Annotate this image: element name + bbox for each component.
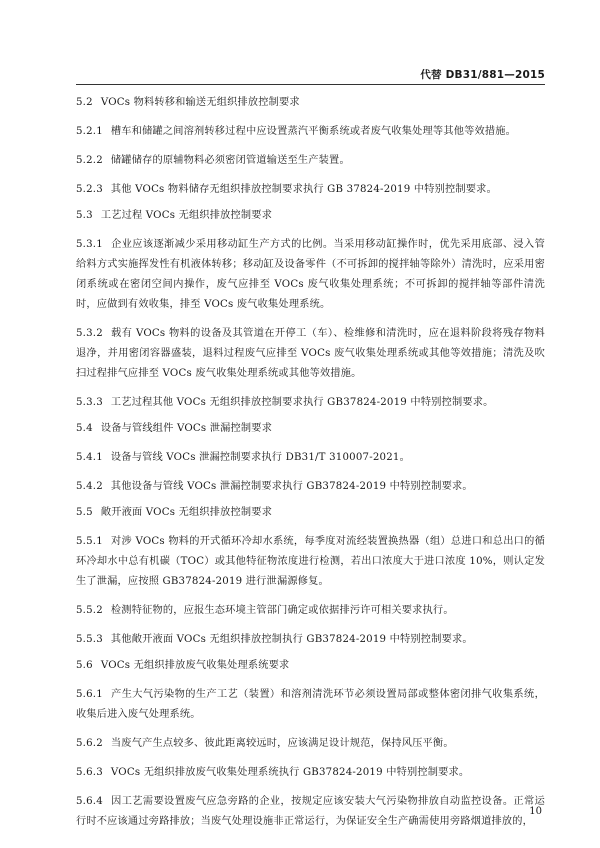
clause-number: 5.2.1 (76, 126, 103, 137)
clause-number: 5.2 (76, 97, 93, 108)
clause-number: 5.6.2 (76, 738, 103, 749)
document-body (76, 96, 545, 841)
clause-paragraph (76, 792, 545, 832)
clause-text: 因工艺需要设置废气应急旁路的企业，按规定应该安装大气污染物排放自动监控设备。正常运行时不应该通过旁路排放；当废气处理设施非正常运行，为保证安全生产确需使用旁路烟道排放的， (76, 796, 545, 827)
clause-text: 工艺过程 VOCs 无组织排放控制要求 (100, 210, 273, 221)
clause-text: 设备与管线组件 VOCs 泄漏控制要求 (100, 423, 273, 434)
clause-number: 5.3.2 (76, 328, 103, 339)
clause-paragraph (76, 630, 545, 650)
clause-paragraph (76, 122, 545, 142)
header-rule (76, 84, 545, 85)
section-heading (76, 209, 545, 223)
clause-paragraph (76, 601, 545, 621)
clause-paragraph (76, 685, 545, 725)
clause-text: VOCs 物料转移和输送无组织排放控制要求 (100, 97, 300, 108)
clause-text: 储罐储存的原辅物料必须密闭管道输送至生产装置。 (110, 155, 350, 166)
clause-text: 槽车和储罐之间溶剂转移过程中应设置蒸汽平衡系统或者废气收集处理等其他等效措施。 (110, 126, 517, 137)
clause-number: 5.3.3 (76, 397, 103, 408)
section-heading (76, 96, 545, 110)
clause-paragraph (76, 763, 545, 783)
clause-text: VOCs 无组织排放废气收集处理系统执行 GB37824-2019 中特别控制要求。 (110, 767, 470, 778)
clause-paragraph (76, 393, 545, 413)
clause-text: 敞开液面 VOCs 无组织排放控制要求 (100, 507, 273, 518)
clause-text: 载有 VOCs 物料的设备及其管道在开停工（车）、检维修和清洗时，应在退料阶段将残存物料退净，并用密闭容器盛装，退料过程废气应排至 VOCs 废气收集处理系统或其他等效措施；清洗及吹扫过程排气应排至 VOCs 废气收集处理系统或其他等效措施。 (76, 328, 545, 379)
clause-text: VOCs 无组织排放废气收集处理系统要求 (100, 660, 290, 671)
clause-text: 当废气产生点较多、彼此距离较远时，应该满足设计规范，保持风压平衡。 (110, 738, 454, 749)
clause-number: 5.3.1 (76, 239, 103, 250)
clause-paragraph (76, 180, 545, 200)
clause-text: 对涉 VOCs 物料的开式循环冷却水系统，每季度对流经装置换热器（组）总进口和总出口的循环冷却水中总有机碳（TOC）或其他特征物浓度进行检测，若出口浓度大于进口浓度 10%，则认定发生了泄漏，应按照 GB37824-2019 进行泄漏源修复。 (76, 536, 545, 587)
clause-text: 其他 VOCs 物料储存无组织排放控制要求执行 GB 37824-2019 中特别控制要求。 (110, 184, 497, 195)
clause-paragraph (76, 151, 545, 171)
clause-paragraph (76, 448, 545, 468)
clause-text: 检测特征物的，应报生态环境主管部门确定或依据排污许可相关要求执行。 (110, 605, 454, 616)
clause-number: 5.5.3 (76, 634, 103, 645)
clause-text: 产生大气污染物的生产工艺（装置）和溶剂清洗环节必须设置局部或整体密闭排气收集系统，收集后进入废气处理系统。 (76, 689, 545, 720)
section-heading (76, 422, 545, 436)
clause-number: 5.2.3 (76, 184, 103, 195)
clause-number: 5.4.2 (76, 481, 103, 492)
clause-number: 5.6 (76, 660, 93, 671)
document-code-header: 代替 DB31/881—2015 (420, 69, 545, 81)
clause-number: 5.5.1 (76, 536, 103, 547)
clause-number: 5.5 (76, 507, 93, 518)
clause-number: 5.6.1 (76, 689, 103, 700)
clause-paragraph (76, 235, 545, 315)
clause-number: 5.2.2 (76, 155, 103, 166)
clause-text: 其他设备与管线 VOCs 泄漏控制要求执行 GB37824-2019 中特别控制要求。 (110, 481, 473, 492)
section-heading (76, 659, 545, 673)
clause-paragraph (76, 324, 545, 384)
clause-number: 5.4.1 (76, 452, 103, 463)
clause-text: 设备与管线 VOCs 泄漏控制要求执行 DB31/T 310007-2021。 (110, 452, 410, 463)
clause-number: 5.5.2 (76, 605, 103, 616)
section-heading (76, 506, 545, 520)
clause-number: 5.3 (76, 210, 93, 221)
clause-paragraph (76, 734, 545, 754)
clause-text: 其他敞开液面 VOCs 无组织排放控制执行 GB37824-2019 中特别控制要求。 (110, 634, 473, 645)
clause-number: 5.6.3 (76, 767, 103, 778)
clause-text: 企业应该逐渐减少采用移动缸生产方式的比例。当采用移动缸操作时，优先采用底部、浸入管给料方式实施挥发性有机液体转移；移动缸及设备零件（不可拆卸的搅拌轴等除外）清洗时，应采用密闭系统或在密闭空间内操作，废气应排至 VOCs 废气收集处理系统；不可拆卸的搅拌轴等部件清洗时，应做到有效收集，排至 VOCs 废气收集处理系统。 (76, 239, 545, 310)
clause-paragraph (76, 532, 545, 592)
clause-text: 工艺过程其他 VOCs 无组织排放控制要求执行 GB37824-2019 中特别控制要求。 (110, 397, 494, 408)
clause-number: 5.6.4 (76, 796, 103, 807)
page-number: 10 (529, 806, 542, 817)
clause-number: 5.4 (76, 423, 93, 434)
clause-paragraph (76, 477, 545, 497)
